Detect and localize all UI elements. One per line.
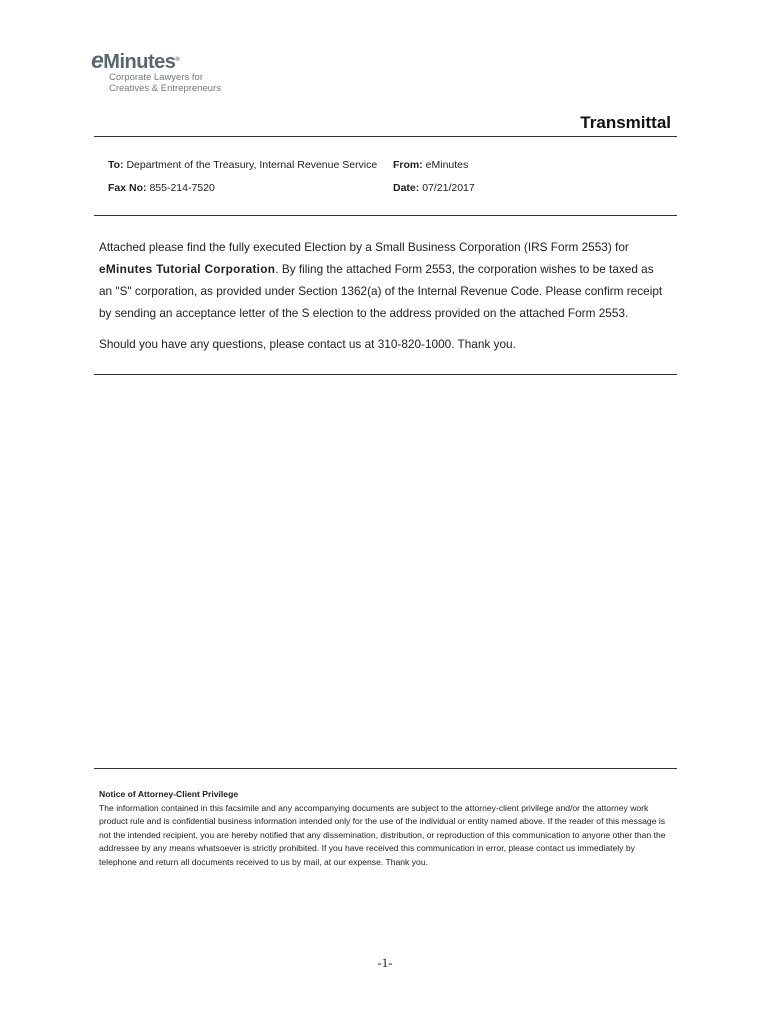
to-label: To: [108,159,124,171]
to-value: Department of the Treasury, Internal Revenue Service [126,159,378,171]
logo-e: e [91,47,104,73]
fax-field [108,182,215,194]
eminutes-logo [91,47,221,94]
closing-paragraph: Should you have any questions, please contact us at 310-820-1000. Thank you. [99,337,516,351]
logo-tagline-line1: Corporate Lawyers for [109,72,203,83]
date-label: Date: [393,182,420,194]
logo-minutes: Minutes [103,51,176,73]
company-name: eMinutes Tutorial Corporation [99,262,276,276]
page-title: Transmittal [580,113,671,132]
body-intro: Attached please find the fully executed Election by a Small Business Corporation (IRS Form 2553) for [99,240,629,254]
divider [94,374,677,375]
body-rest: . By filing the attached Form 2553, the corporation wishes to be taxed as an "S" corporation, as provided under Section 1362(a) of the Internal Revenue Code. Please confirm receipt by sending an acceptance letter of the S election to the address provided on the attached Form 2553. [99,262,663,320]
logo-registered-mark: ® [175,57,180,63]
notice-title: Notice of Attorney-Client Privilege [99,789,239,799]
body-paragraph [99,236,669,324]
from-value: eMinutes [425,159,469,171]
divider [94,768,677,769]
logo-tagline-line2: Creatives & Entrepreneurs [109,83,221,94]
date-value: 07/21/2017 [422,182,475,194]
logo-wordmark [91,47,180,73]
privilege-notice [99,788,669,869]
to-field [108,159,377,171]
notice-text: The information contained in this facsimile and any accompanying documents are subject to the attorney-client privilege and/or the attorney work product rule and is confidential business information intended only for the use of the individual or entity named above. If the reader of this message is not the intended recipient, you are hereby notified that any dissemination, distribution, or reproduction of this communication to anyone other than the addressee by any means whatsoever is strictly prohibited. If you have received this communication in error, please contact us immediately by telephone and return all documents received to us by mail, at our expense. Thank you. [99,802,666,867]
from-field [393,159,468,171]
page-number: -1- [377,955,393,970]
divider [94,215,677,216]
fax-value: 855-214-7520 [149,182,215,194]
divider [94,136,677,137]
date-field [393,182,475,194]
fax-label: Fax No: [108,182,147,194]
from-label: From: [393,159,423,171]
